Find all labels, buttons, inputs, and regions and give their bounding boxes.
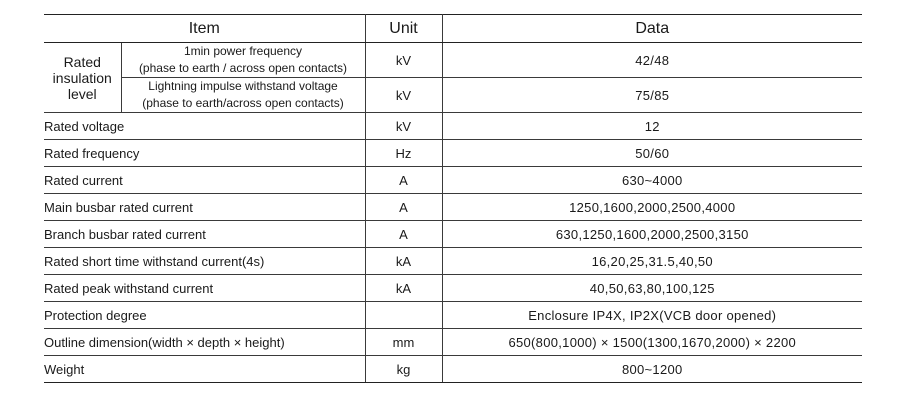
specification-table [44,14,862,383]
parameter-cell: Rated frequency [44,140,365,167]
unit-cell: Hz [365,140,442,167]
parameter-cell: Protection degree [44,302,365,329]
header-row [44,15,862,43]
power-frequency-label [121,43,365,78]
table-row [44,302,862,329]
parameter-cell: Rated peak withstand current [44,275,365,302]
value-cell: 50/60 [442,140,862,167]
header-item: Item [44,15,365,43]
unit-cell: A [365,167,442,194]
power-frequency-line1: 1min power frequency [183,44,303,58]
lightning-impulse-line1: Lightning impulse withstand voltage [148,79,338,93]
unit-cell: kA [365,275,442,302]
value-cell: 630~4000 [442,167,862,194]
unit-cell: kV [365,113,442,140]
insulation-group-label [44,43,121,113]
table-row [44,43,862,78]
table-row [44,275,862,302]
unit-cell: A [365,221,442,248]
parameter-cell: Branch busbar rated current [44,221,365,248]
parameter-cell: Rated voltage [44,113,365,140]
unit-cell [365,302,442,329]
table-row [44,140,862,167]
unit-cell: kV [365,43,442,78]
parameter-cell: Weight [44,356,365,383]
insulation-group-text: Rated insulation level [52,53,112,102]
parameter-cell: Rated short time withstand current(4s) [44,248,365,275]
table-row [44,78,862,113]
parameter-cell: Outline dimension(width × depth × height) [44,329,365,356]
value-cell: Enclosure IP4X, IP2X(VCB door opened) [442,302,862,329]
table-row [44,329,862,356]
value-cell: 42/48 [442,43,862,78]
value-cell: 800~1200 [442,356,862,383]
lightning-impulse-label [121,78,365,113]
table-row [44,167,862,194]
unit-cell: A [365,194,442,221]
value-cell: 650(800,1000) × 1500(1300,1670,2000) × 2200 [442,329,862,356]
parameter-cell: Rated current [44,167,365,194]
table-row [44,356,862,383]
value-cell: 1250,1600,2000,2500,4000 [442,194,862,221]
value-cell: 16,20,25,31.5,40,50 [442,248,862,275]
table-row [44,113,862,140]
header-data: Data [442,15,862,43]
power-frequency-line2: (phase to earth / across open contacts) [138,61,348,75]
value-cell: 40,50,63,80,100,125 [442,275,862,302]
table-row [44,194,862,221]
unit-cell: kg [365,356,442,383]
unit-cell: kA [365,248,442,275]
unit-cell: kV [365,78,442,113]
parameter-cell: Main busbar rated current [44,194,365,221]
lightning-impulse-line2: (phase to earth/across open contacts) [142,96,344,110]
table-row [44,248,862,275]
table-row [44,221,862,248]
value-cell: 12 [442,113,862,140]
header-unit: Unit [365,15,442,43]
unit-cell: mm [365,329,442,356]
value-cell: 630,1250,1600,2000,2500,3150 [442,221,862,248]
value-cell: 75/85 [442,78,862,113]
